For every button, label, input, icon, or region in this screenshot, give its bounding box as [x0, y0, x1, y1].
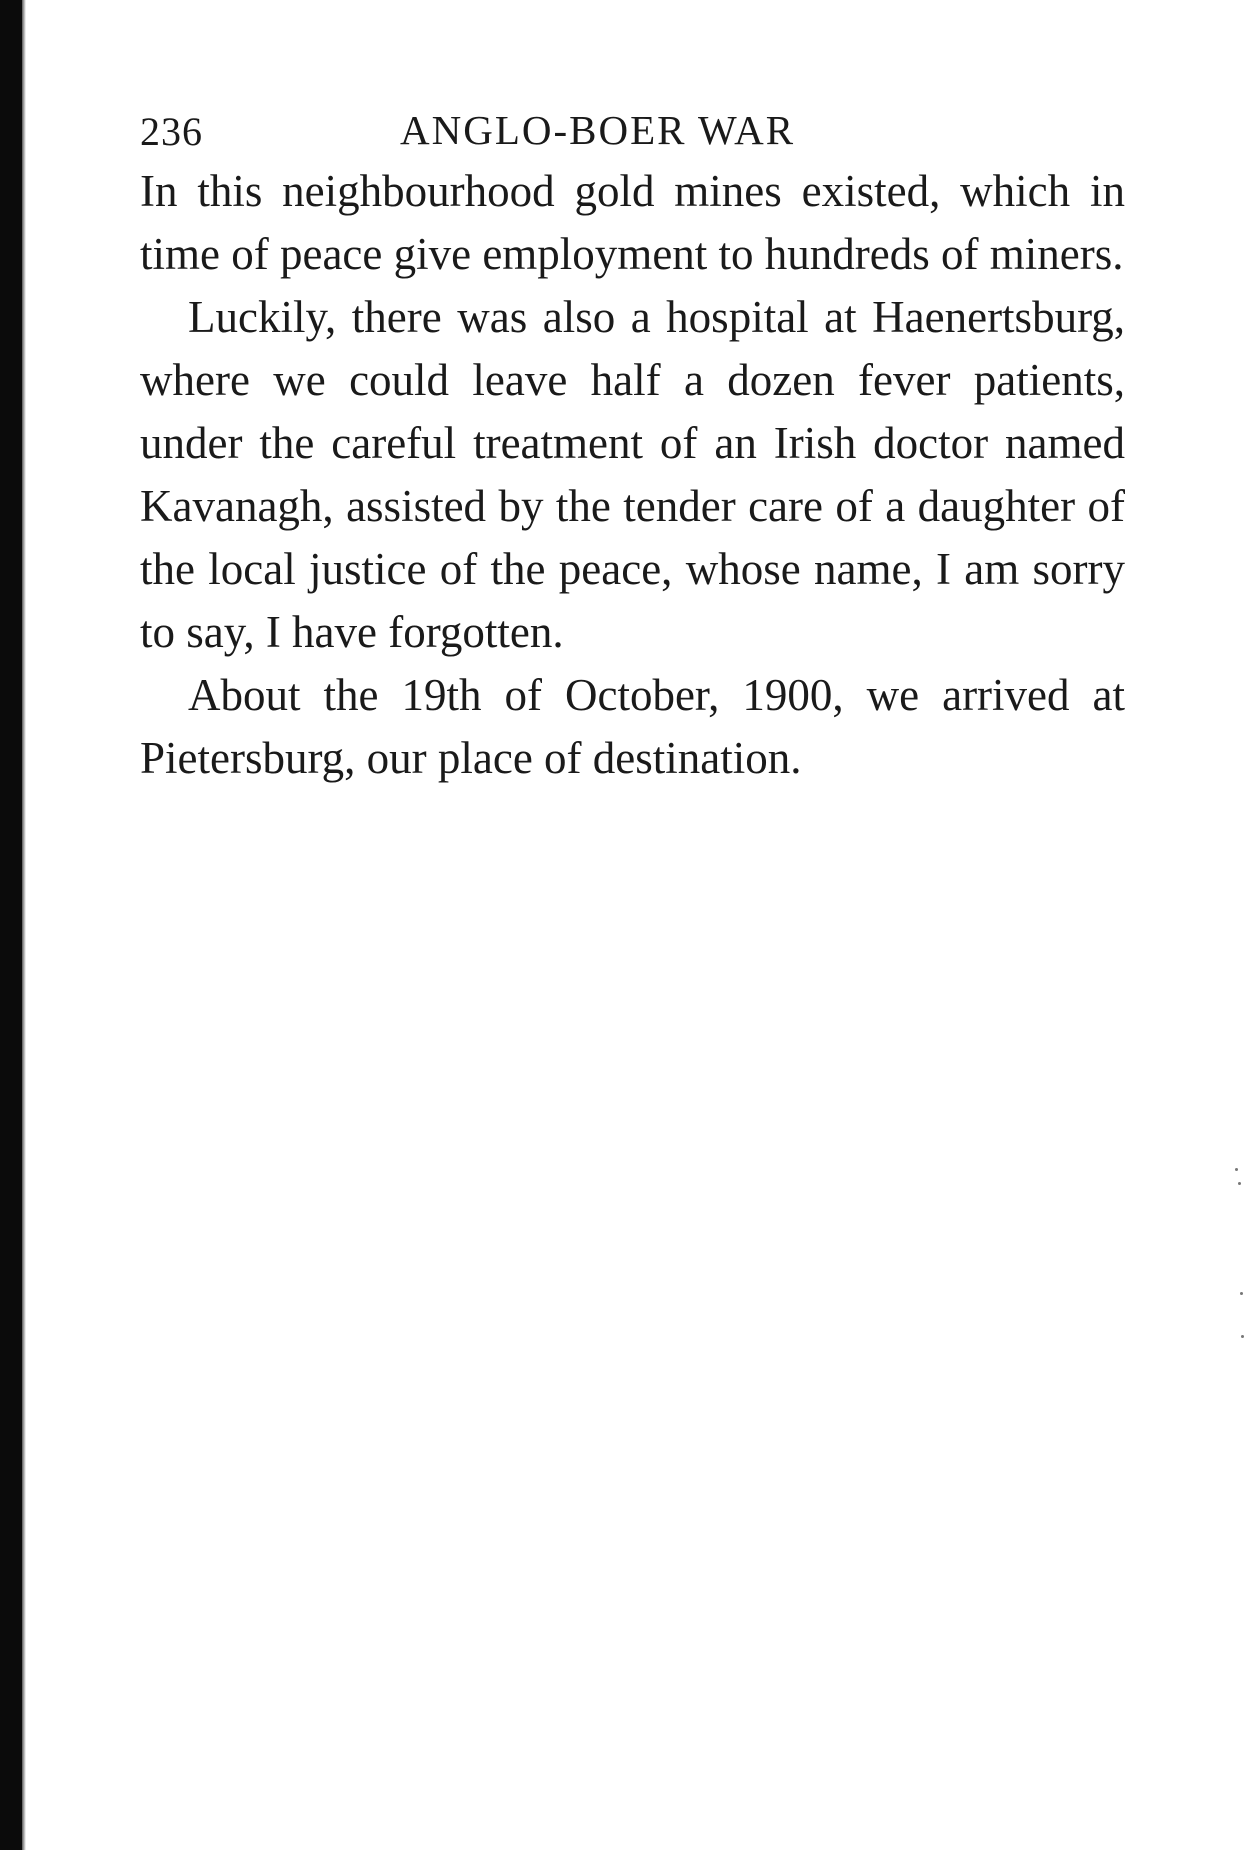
paragraph: In this neighbourhood gold mines existed, which in time of peace give employment to hundreds of miners. [140, 166, 1125, 279]
paper-speck [1240, 1292, 1243, 1295]
paper-speck [1235, 1168, 1238, 1171]
book-page [140, 100, 1125, 790]
page-binding-edge [0, 0, 22, 1850]
page-number: 236 [140, 109, 203, 154]
paragraph: About the 19th of October, 1900, we arrived at Pietersburg, our place of destination. [140, 670, 1125, 783]
paper-speck [1238, 1182, 1241, 1185]
body-text [140, 160, 1125, 790]
running-title: ANGLO-BOER WAR [400, 107, 796, 153]
running-head [140, 100, 1125, 160]
paper-speck [1241, 1335, 1244, 1338]
paragraph: Luckily, there was also a hospital at Haenertsburg, where we could leave half a dozen fever patients, under the careful treatment of an Irish doctor named Kavanagh, assisted by the tender care of a daughter of the local justice of the peace, whose name, I am sorry to say, I have forgotten. [140, 292, 1125, 657]
